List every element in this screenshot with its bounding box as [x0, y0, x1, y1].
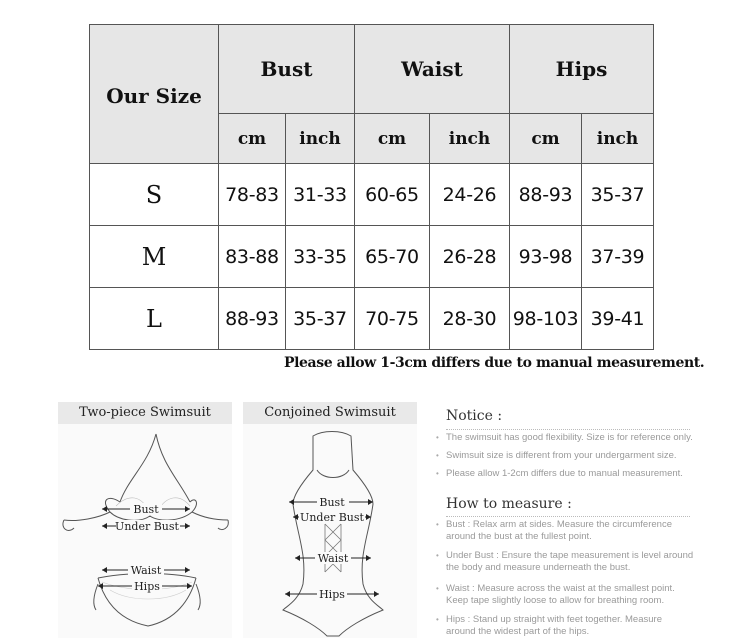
table-row [90, 288, 654, 350]
bikini-illustration [58, 424, 232, 638]
waist-label: Waist [130, 564, 162, 577]
bullet-icon: • [436, 584, 439, 593]
unit-header: cm [219, 114, 286, 164]
value-cell: 24-26 [430, 164, 510, 226]
bullet-icon: • [436, 433, 439, 442]
two-piece-title: Two-piece Swimsuit [58, 402, 232, 424]
value-cell: 60-65 [355, 164, 430, 226]
one-piece-illustration [243, 424, 417, 638]
table-header-row [90, 25, 654, 114]
size-cell: S [90, 164, 219, 226]
value-cell: 26-28 [430, 226, 510, 288]
bust-label: Bust [133, 503, 159, 516]
divider [446, 429, 690, 430]
value-cell: 65-70 [355, 226, 430, 288]
value-cell: 28-30 [430, 288, 510, 350]
value-cell: 93-98 [510, 226, 582, 288]
under-bust-label: Under Bust [115, 520, 179, 533]
bust-label: Bust [319, 496, 345, 509]
measure-item: • Hips : Stand up straight with feet together. Measure around the widest part of the hips. [436, 614, 662, 637]
two-piece-panel [58, 402, 232, 638]
measurement-note: Please allow 1-3cm differs due to manual measurement. [284, 355, 705, 371]
unit-header: cm [355, 114, 430, 164]
unit-header: inch [286, 114, 355, 164]
value-cell: 31-33 [286, 164, 355, 226]
notice-title: Notice : [446, 408, 503, 424]
waist-label: Waist [317, 552, 349, 565]
bullet-icon: • [436, 451, 439, 460]
value-cell: 70-75 [355, 288, 430, 350]
our-size-header: Our Size [90, 25, 219, 164]
notice-item: • The swimsuit has good flexibility. Size is for reference only. [436, 432, 693, 443]
value-cell: 78-83 [219, 164, 286, 226]
measure-item: • Under Bust : Ensure the tape measurement is level around the body and measure underneath the bust. [436, 550, 694, 573]
value-cell: 83-88 [219, 226, 286, 288]
size-cell: L [90, 288, 219, 350]
value-cell: 37-39 [582, 226, 654, 288]
conjoined-title: Conjoined Swimsuit [243, 402, 417, 424]
size-cell: M [90, 226, 219, 288]
value-cell: 88-93 [510, 164, 582, 226]
value-cell: 35-37 [582, 164, 654, 226]
under-bust-label: Under Bust [300, 511, 364, 524]
value-cell: 33-35 [286, 226, 355, 288]
unit-header: inch [582, 114, 654, 164]
measure-item: • Bust : Relax arm at sides. Measure the circumference around the bust at the fullest point. [436, 519, 672, 542]
bullet-icon: • [436, 615, 439, 624]
size-chart-table [89, 24, 654, 350]
unit-header: cm [510, 114, 582, 164]
hips-header: Hips [510, 25, 654, 114]
hips-label: Hips [319, 588, 345, 601]
waist-header: Waist [355, 25, 510, 114]
notice-item: • Please allow 1-2cm differs due to manual measurement. [436, 468, 683, 479]
hips-label: Hips [134, 580, 160, 593]
table-row [90, 164, 654, 226]
value-cell: 39-41 [582, 288, 654, 350]
value-cell: 88-93 [219, 288, 286, 350]
conjoined-panel [243, 402, 417, 638]
how-to-measure-title: How to measure : [446, 496, 572, 512]
table-row [90, 226, 654, 288]
unit-header: inch [430, 114, 510, 164]
value-cell: 98-103 [510, 288, 582, 350]
value-cell: 35-37 [286, 288, 355, 350]
bust-header: Bust [219, 25, 355, 114]
notice-item: • Swimsuit size is different from your undergarment size. [436, 450, 677, 461]
divider [446, 516, 690, 517]
bullet-icon: • [436, 551, 439, 560]
bullet-icon: • [436, 520, 439, 529]
bullet-icon: • [436, 469, 439, 478]
measure-item: • Waist : Measure across the waist at the smallest point. Keep tape slightly loose to allow for breathing room. [436, 583, 675, 606]
